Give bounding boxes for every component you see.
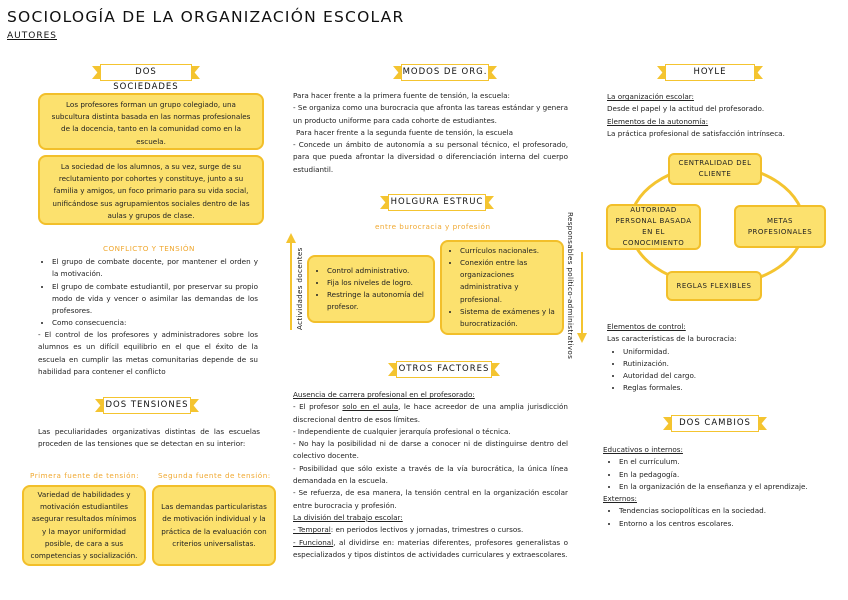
hoyle-text <box>607 91 837 140</box>
control-intro: Las características de la burocracia: <box>607 334 737 344</box>
list-item: • En la pedagogía. <box>619 469 821 481</box>
factor-line-2: - Independiente de cualquier jerarquía profesional o técnica. <box>293 426 511 436</box>
holgura-heading: HOLGURA ESTRUC <box>380 194 494 211</box>
factor-line-1 <box>293 401 568 426</box>
left-axis-label: Actividades docentes <box>295 247 304 330</box>
cycle-left-box: AUTORIDAD PERSONAL BASADA EN EL CONOCIMIENTO <box>606 204 701 250</box>
list-item: • En el currículum. <box>619 456 821 468</box>
authors-label: AUTORES <box>7 31 57 41</box>
list-item: • Sistema de exámenes y la burocratización. <box>460 306 556 330</box>
list-item: • Rutinización. <box>623 358 837 370</box>
funcional-label: - Funcional <box>293 537 334 547</box>
hoyle-autonomy-heading: Elementos de la autonomía: <box>607 116 709 126</box>
cycle-right-box: METAS PROFESIONALES <box>734 205 826 248</box>
temporal-label: - Temporal <box>293 525 331 535</box>
second-tension-text: Las demandas particularistas de motivación individual y la práctica de la evaluación con criterios universalistas. <box>161 502 267 548</box>
list-item: • Reglas formales. <box>623 382 837 394</box>
control-elements <box>607 321 837 395</box>
holgura-right-box <box>440 240 564 335</box>
right-axis-label: Responsables político-administrativos <box>566 212 575 360</box>
hoyle-heading: HOYLE <box>657 64 763 81</box>
list-item: • Autoridad del cargo. <box>623 370 837 382</box>
modos-org-text <box>293 90 568 176</box>
modos-p4: - Concede un ámbito de autonomía a su personal técnico, el profesorado, para que pueda afrontar la diversidad o diferenciación interna del cuerpo estudiantil. <box>293 140 568 174</box>
factor-line-1a: - El profesor <box>293 402 343 412</box>
list-item: • Entorno a los centros escolares. <box>619 518 821 530</box>
hoyle-org-heading: La organización escolar: <box>607 92 694 101</box>
dos-tensiones-heading: DOS TENSIONES <box>95 397 199 414</box>
factor-line-3: - No hay la posibilidad ni de darse a conocer ni de distinguirse dentro del colectivo docente. <box>293 439 568 461</box>
control-heading: Elementos de control: <box>607 322 686 331</box>
first-tension-label: Primera fuente de tensión: <box>30 471 139 480</box>
external-heading: Externos: <box>603 494 637 504</box>
second-tension-box <box>152 485 276 566</box>
factor-line-7 <box>293 537 568 562</box>
internal-heading: Educativos o internos: <box>603 445 683 454</box>
modos-p1: Para hacer frente a la primera fuente de tensión, la escuela: <box>293 91 510 100</box>
funcional-text: , al dividirse en: materias diferentes, profesores generalistas o especializados y tipos distintos de actividades curriculares y extraescolares. <box>293 537 568 559</box>
modos-org-heading: MODOS DE ORG. <box>393 64 497 81</box>
cycle-bottom-box: REGLAS FLEXIBLES <box>666 271 762 301</box>
list-item: • Fija los niveles de logro. <box>327 277 427 289</box>
students-society-box: La sociedad de los alumnos, a su vez, surge de su reclutamiento por cohortes y constituye, junto a su familia y amigos, un foco primario para su vida social, unificándose sus agrupamientos sociales dentro de las aulas y grupos de clase. <box>38 155 264 225</box>
factor-line-4: - Posibilidad que sólo existe a través de la vía burocrática, la única línea demandada en la escuela. <box>293 463 568 486</box>
list-item: • Conexión entre las organizaciones administrativa y profesional. <box>460 257 556 306</box>
temporal-text: : en periodos lectivos y jornadas, trimestres o cursos. <box>330 525 524 535</box>
factor-line-5: - Se refuerza, de esa manera, la tensión central en la organización escolar entre burocracia y profesión. <box>293 488 568 510</box>
down-arrow-icon <box>577 250 587 345</box>
otros-factores-text <box>293 389 568 561</box>
holgura-subtitle: entre burocracia y profesión <box>375 222 491 231</box>
hoyle-org-text: Desde el papel y la actitud del profesorado. <box>607 104 765 114</box>
list-item: • Uniformidad. <box>623 346 837 358</box>
second-tension-label: Segunda fuente de tensión: <box>158 471 271 480</box>
list-item: • El grupo de combate docente, por mantener el orden y la motivación. <box>52 256 258 281</box>
division-subheading: La división del trabajo escolar: <box>293 512 403 522</box>
holgura-left-box <box>307 255 435 323</box>
list-item: • Restringe la autonomía del profesor. <box>327 289 427 313</box>
dos-cambios-heading: DOS CAMBIOS <box>663 415 767 432</box>
factor-line-1b: , le hace acreedor de una amplia jurisdicción discrecional dentro de esos límites. <box>293 402 568 424</box>
factor-line-6 <box>293 524 568 536</box>
first-tension-text: Variedad de habilidades y motivación estudiantiles asegurar resultados mínimos y la mayor uniformidad posible, de cara a sus competencias y socialización. <box>30 489 138 560</box>
teachers-society-box: Los profesores forman un grupo colegiado, una subcultura distinta basada en las normas profesionales de la docencia, tanto en la comunidad como en la escuela. <box>38 93 264 150</box>
first-tension-box <box>22 485 146 566</box>
list-item: • Control administrativo. <box>327 265 427 277</box>
conflict-heading: CONFLICTO Y TENSIÓN <box>103 244 195 253</box>
control-paragraph: - El control de los profesores y administradores sobre los alumnos es un difícil equilibrio en el que el éxito de la escuela en cumplir las metas comunitarias depende de su habilidad para contener el conflicto <box>38 330 258 376</box>
list-item: • Como consecuencia: <box>52 317 258 329</box>
page-title: SOCIOLOGÍA DE LA ORGANIZACIÓN ESCOLAR <box>7 8 405 26</box>
list-item: • Tendencias sociopolíticas en la sociedad. <box>619 505 821 517</box>
conflict-list <box>38 256 258 330</box>
otros-factores-heading: OTROS FACTORES <box>388 361 500 378</box>
list-item: • El grupo de combate estudiantil, por preservar su propio modo de vida y vencer o asimilar las demandas de los profesores. <box>52 281 258 318</box>
modos-p2: - Se organiza como una burocracia que afronta las tareas estándar y genera un producto uniforme para cada cohorte de estudiantes. <box>293 103 568 125</box>
factor-line-1-underlined: solo en el aula <box>342 402 399 412</box>
dos-sociedades-heading: DOS SOCIEDADES <box>92 64 200 81</box>
cycle-top-box: CENTRALIDAD DEL CLIENTE <box>668 153 762 185</box>
hoyle-autonomy-text: La práctica profesional de satisfacción intrínseca. <box>607 128 785 138</box>
modos-p3: Para hacer frente a la segunda fuente de tensión, la escuela <box>296 127 514 137</box>
tensions-intro: Las peculiaridades organizativas distintas de las escuelas proceden de las tensiones que se detectan en su interior: <box>38 427 260 449</box>
list-item: • En la organización de la enseñanza y el aprendizaje. <box>619 481 821 493</box>
cambios-text <box>603 444 821 530</box>
list-item: • Currículos nacionales. <box>460 245 556 257</box>
career-subheading: Ausencia de carrera profesional en el profesorado: <box>293 390 475 399</box>
